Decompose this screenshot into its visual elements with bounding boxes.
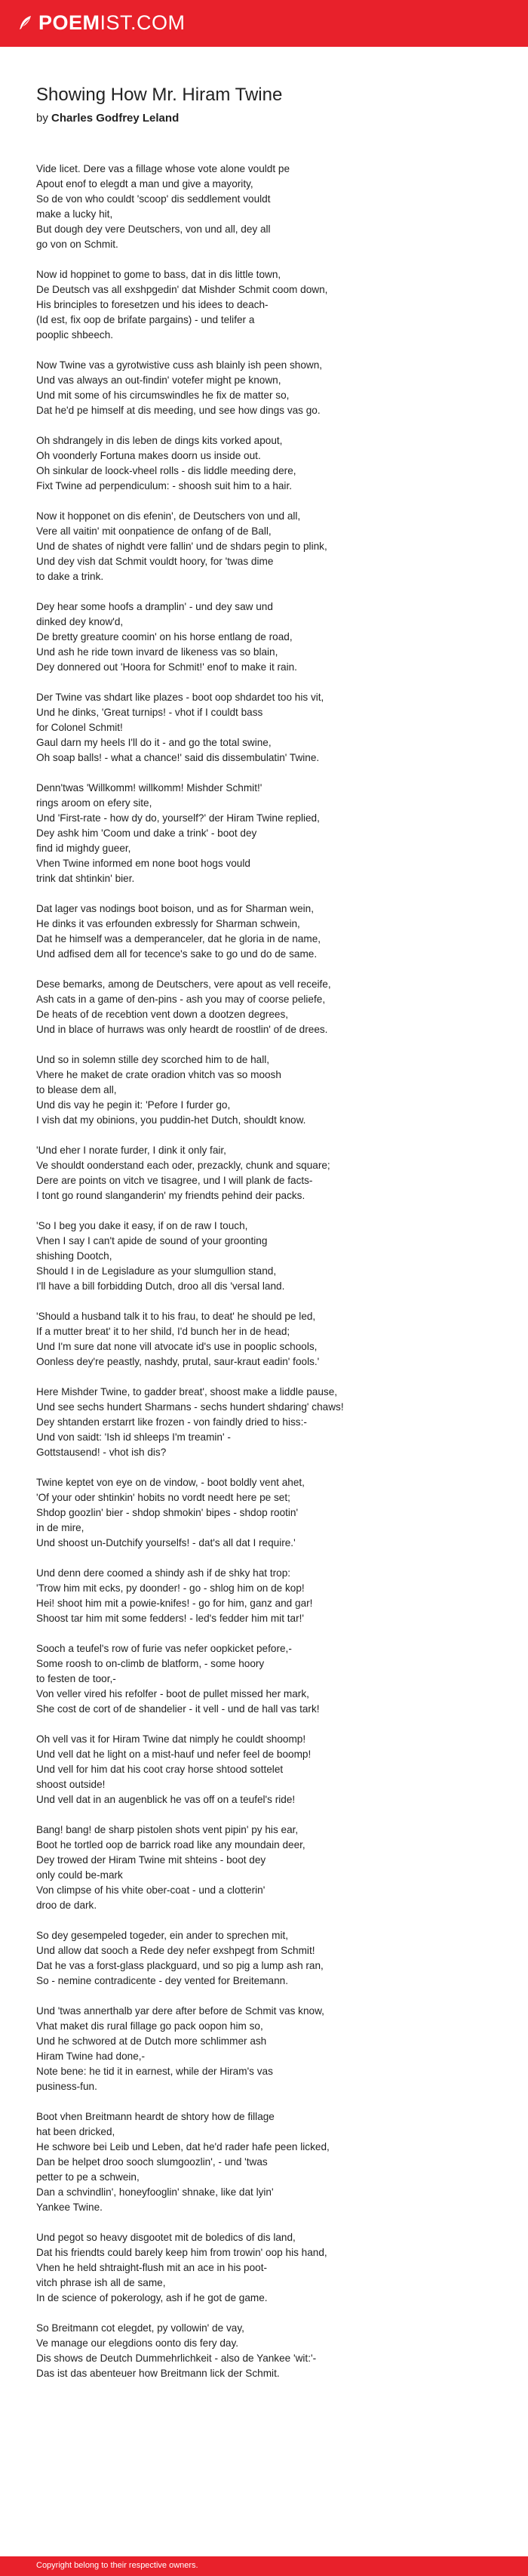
poem-line: Now Twine vas a gyrotwistive cuss ash blainly ish peen shown, <box>36 359 323 371</box>
poem-line: Vhen Twine informed em none boot hogs vould <box>36 858 250 869</box>
poem-line: Vhere he maket de crate oradion vhitch vas so moosh <box>36 1069 281 1080</box>
poem-line: Dis shows de Deutch Dummehrlichkeit - also de Yankee 'wit:'- <box>36 2353 317 2364</box>
poem-line: Hiram Twine had done,- <box>36 2051 146 2062</box>
poem-line: She cost de cort of de shandelier - it vell - und de hall vas tark! <box>36 1703 320 1715</box>
poem-line: Und I'm sure dat none vill atvocate id's use in pooplic schools, <box>36 1341 318 1352</box>
poem-line: Und vell for him dat his coot cray horse shtood sottelet <box>36 1764 284 1775</box>
poem-line: He dinks it vas erfounden exbressly for Sharman schwein, <box>36 918 300 929</box>
poem-line: trink dat shtinkin' bier. <box>36 873 135 884</box>
poem-line: Gottstausend! - vhot ish dis? <box>36 1447 167 1458</box>
poem-line: Und dis vay he pegin it: 'Pefore I furder go, <box>36 1099 231 1111</box>
poem-line: Dat he himself was a demperanceler, dat he gloria in de name, <box>36 933 321 944</box>
poem-line: Ve manage our elegdions oonto dis fery day. <box>36 2337 239 2349</box>
poem-line: Bang! bang! de sharp pistolen shots vent pipin' py his ear, <box>36 1824 299 1835</box>
poem-line: I tont go round slanganderin' my friendts pehind deir packs. <box>36 1190 305 1201</box>
poem-line: Und he dinks, 'Great turnips! - vhot if I couldt bass <box>36 707 263 718</box>
poem-line: Und 'First-rate - how dy do, yourself?' der Hiram Twine replied, <box>36 812 320 824</box>
poem-line: for Colonel Schmit! <box>36 722 123 733</box>
poem-line: Now it hopponet on dis efenin', de Deutschers von und all, <box>36 510 301 522</box>
poem-line: shishing Dootch, <box>36 1250 112 1262</box>
poem-line: Dey shtanden erstarrt like frozen - von faindly dried to hiss:- <box>36 1416 307 1428</box>
poem-line: Und ash he ride town invard de likeness vas so blain, <box>36 646 278 658</box>
poem-line: Note bene: he tid it in earnest, while der Hiram's vas <box>36 2066 273 2077</box>
poem-line: Und he schwored at de Dutch more schlimmer ash <box>36 2035 267 2047</box>
poem-line: Das ist das abenteuer how Breitmann lick der Schmit. <box>36 2368 280 2379</box>
poem-line: Twine keptet von eye on de vindow, - boot boldly vent ahet, <box>36 1477 305 1488</box>
poem-line: So dey gesempeled togeder, ein ander to sprechen mit, <box>36 1930 289 1941</box>
stanza <box>36 901 504 962</box>
poem-line: I'll have a bill forbidding Dutch, droo all dis 'versal land. <box>36 1280 285 1292</box>
poem-line: 'Und eher I norate furder, I dink it only fair, <box>36 1145 226 1156</box>
poem-line: pooplic shbeech. <box>36 329 114 340</box>
author-name[interactable]: Charles Godfrey Leland <box>51 112 180 125</box>
poem-line: Vere all vaitin' mit oonpatience de onfang of de Ball, <box>36 525 272 537</box>
stanza <box>36 1309 504 1370</box>
stanza <box>36 1143 504 1203</box>
poem-line: Gaul darn my heels I'll do it - and go the total swine, <box>36 737 272 748</box>
poem-line: Oh sinkular de loock-vheel rolls - dis liddle meeding dere, <box>36 465 296 476</box>
stanza <box>36 781 504 886</box>
poem-line: droo de dark. <box>36 1900 97 1911</box>
poem-line: Vhen he held shtraight-flush mit an ace in his poot- <box>36 2262 268 2273</box>
poem-line: make a lucky hit, <box>36 208 113 220</box>
poem-line: Hei! shoot him mit a powie-knifes! - go for him, ganz and gar! <box>36 1598 313 1609</box>
poem-line: vitch phrase ish all de same, <box>36 2277 166 2288</box>
poem-line: Und dey vish dat Schmit vouldt hoory, for 'twas dime <box>36 556 274 567</box>
poem-line: shoost outside! <box>36 1779 106 1790</box>
stanza <box>36 599 504 675</box>
poem-line: petter to pe a schwein, <box>36 2171 140 2183</box>
stanza <box>36 433 504 494</box>
poem-line: Und mit some of his circumswindles he fix de matter so, <box>36 390 290 401</box>
poem-line: Oh shdrangely in dis leben de dings kits vorked apout, <box>36 435 283 446</box>
stanza <box>36 1219 504 1294</box>
poem-line: Dey hear some hoofs a dramplin' - und dey saw und <box>36 601 273 612</box>
byline-prefix: by <box>36 112 52 125</box>
stanza <box>36 1732 504 1807</box>
poem-line: only could be-mark <box>36 1869 123 1881</box>
poem-line: Shdop goozlin' bier - shdop shmokin' bipes - shdop rootin' <box>36 1507 299 1518</box>
poem-line: Von veller vired his refolfer - boot de pullet missed her mark, <box>36 1688 309 1699</box>
poem-line: Und de shates of nighdt vere fallin' und de shdars pegin to plink, <box>36 541 327 552</box>
poem-line: Dey trowed der Hiram Twine mit shteins - boot dey <box>36 1854 266 1866</box>
poem-line: Und shoost un-Dutchify yourselfs! - dat's all dat I require.' <box>36 1537 296 1548</box>
poem-line: Yankee Twine. <box>36 2202 103 2213</box>
stanza <box>36 690 504 766</box>
stanza <box>36 1928 504 1989</box>
poem-line: Boot vhen Breitmann heardt de shtory how de fillage <box>36 2111 275 2122</box>
poem-line: Apout enof to elegdt a man und give a mayority, <box>36 178 253 190</box>
poem-line: hat been dricked, <box>36 2126 115 2137</box>
poem-line: Vhat maket dis rural fillage go pack oopon him so, <box>36 2020 263 2032</box>
poem-line: Und vas always an out-findin' votefer might pe known, <box>36 374 281 386</box>
poem-line: Und so in solemn stille dey scorched him to de hall, <box>36 1054 270 1065</box>
poem-line: So de von who couldt 'scoop' dis seddlement vouldt <box>36 193 271 205</box>
poem-line: Oh vell vas it for Hiram Twine dat nimply he couldt shoomp! <box>36 1733 306 1745</box>
poem-line: But dough dey vere Deutschers, von und all, dey all <box>36 223 271 235</box>
poem-line: Dan be helpet droo sooch slumgoozlin', - und 'twas <box>36 2156 268 2168</box>
poem-line: Oh soap balls! - what a chance!' said dis dissembulatin' Twine. <box>36 752 320 763</box>
poem-line: Dat he vas a forst-glass plackguard, und so pig a lump ash ran, <box>36 1960 324 1971</box>
poem-line: Vhen I say I can't apide de sound of your groonting <box>36 1235 268 1246</box>
poem-line: Boot he tortled oop de barrick road like any moundain deer, <box>36 1839 305 1850</box>
poem-line: Und 'twas annerthalb yar dere after before de Schmit vas know, <box>36 2005 324 2017</box>
poem-line: De heats of de recebtion vent down a dootzen degrees, <box>36 1009 289 1020</box>
logo-strong-text: POEM <box>38 11 100 34</box>
stanza <box>36 509 504 584</box>
poem-line: 'Trow him mit ecks, py doonder! - go - shlog him on de kop! <box>36 1582 305 1594</box>
poem-line: His brinciples to foresetzen und his idees to deach- <box>36 299 269 310</box>
stanza <box>36 1385 504 1460</box>
poem-line: (Id est, fix oop de brifate pargains) - und telifer a <box>36 314 255 325</box>
poem-line: Und allow dat sooch a Rede dey nefer exshpegt from Schmit! <box>36 1945 315 1956</box>
logo-light-text: IST.COM <box>100 11 186 34</box>
poem-line: go von on Schmit. <box>36 239 118 250</box>
stanza <box>36 2230 504 2306</box>
poem-line: 'Of your oder shtinkin' hobits no vordt needt here pe set; <box>36 1492 290 1503</box>
poem-line: to blease dem all, <box>36 1084 117 1095</box>
site-logo-text <box>38 11 186 34</box>
poem-line: Und see sechs hundert Sharmans - sechs hundert shdaring' chaws! <box>36 1401 344 1413</box>
poem-line: Should I in de Legisladure as your slumgullion stand, <box>36 1265 277 1277</box>
poem-line: Von climpse of his vhite ober-coat - und a clotterin' <box>36 1884 266 1896</box>
poem-line: Now id hoppinet to gome to bass, dat in dis little town, <box>36 269 281 280</box>
stanza <box>36 358 504 418</box>
poem-line: to dake a trink. <box>36 571 104 582</box>
poem-line: Sooch a teufel's row of furie vas nefer oopkicket pefore,- <box>36 1643 292 1654</box>
poem-line: Oh voonderly Fortuna makes doorn us inside out. <box>36 450 261 461</box>
stanza <box>36 1566 504 1626</box>
poem-line: I vish dat my obinions, you puddin-het Dutch, shouldt know. <box>36 1114 306 1126</box>
stanza <box>36 977 504 1037</box>
poem-line: Und vell dat in an augenblick he vas off on a teufel's ride! <box>36 1794 296 1805</box>
stanza <box>36 1823 504 1913</box>
poem-line: So - nemine contradicente - dey vented for Breitemann. <box>36 1975 288 1986</box>
stanza <box>36 267 504 343</box>
poem-line: Dere are points on vitch ve tisagree, und I will plank de facts- <box>36 1175 313 1186</box>
quill-pen-icon <box>17 14 33 31</box>
poem-line: rings aroom on efery site, <box>36 797 152 809</box>
poem-line: Dey donnered out 'Hoora for Schmit!' enof to make it rain. <box>36 661 297 673</box>
poem-line: Vide licet. Dere vas a fillage whose vote alone vouldt pe <box>36 163 290 174</box>
poem-line: Dat his friendts could barely keep him from trowin' oop his hand, <box>36 2247 327 2258</box>
poem-line: Und von saidt: 'Ish id shleeps I'm treamin' - <box>36 1431 231 1443</box>
poem-body <box>36 162 504 2396</box>
site-footer <box>0 2556 528 2576</box>
poem-line: In de science of pokerology, ash if he got de game. <box>36 2292 268 2303</box>
site-logo[interactable] <box>17 11 186 34</box>
stanza <box>36 162 504 252</box>
poem-line: in de mire, <box>36 1522 84 1533</box>
poem-line: He schwore bei Leib und Leben, dat he'd rader hafe peen licked, <box>36 2141 330 2152</box>
poem-line: to festen de toor,- <box>36 1673 116 1684</box>
poem-line: Dey ashk him 'Coom und dake a trink' - boot dey <box>36 827 257 839</box>
poem-line: Und vell dat he light on a mist-hauf und nefer feel de boomp! <box>36 1749 312 1760</box>
poem-line: Oonless dey're peastly, nashdy, prutal, saur-kraut eadin' fools.' <box>36 1356 320 1367</box>
poem-line: 'Should a husband talk it to his frau, to deat' he should pe led, <box>36 1311 316 1322</box>
poem-title: Showing How Mr. Hiram Twine <box>36 85 283 105</box>
stanza <box>36 1641 504 1717</box>
poem-line: Und adfised dem all for tecence's sake to go und do de same. <box>36 948 318 960</box>
poem-line: Und denn dere coomed a shindy ash if de shky hat trop: <box>36 1567 291 1579</box>
copyright-text: Copyright belong to their respective owners. <box>36 2561 198 2570</box>
stanza <box>36 2321 504 2381</box>
poem-line: pusiness-fun. <box>36 2081 97 2092</box>
poem-line: Ve shouldt oonderstand each oder, prezackly, chunk and square; <box>36 1160 330 1171</box>
poem-line: Ash cats in a game of den-pins - ash you may of coorse peliefe, <box>36 994 326 1005</box>
poem-line: Und in blace of hurraws was only heardt de roostlin' of de drees. <box>36 1024 328 1035</box>
byline <box>36 112 179 125</box>
poem-line: De Deutsch vas all exshpgedin' dat Mishder Schmit coom down, <box>36 284 328 295</box>
poem-line: Der Twine vas shdart like plazes - boot oop shdardet too his vit, <box>36 692 324 703</box>
stanza <box>36 1475 504 1551</box>
poem-line: dinked dey know'd, <box>36 616 124 627</box>
poem-line: Some roosh to on-climb de blatform, - some hoory <box>36 1658 265 1669</box>
poem-line: De bretty greature coomin' on his horse entlang de road, <box>36 631 293 642</box>
stanza <box>36 1052 504 1128</box>
poem-line: If a mutter breat' it to her shild, I'd bunch her in de head; <box>36 1326 290 1337</box>
poem-line: Fixt Twine ad perpendiculum: - shoosh suit him to a hair. <box>36 480 293 491</box>
stanza <box>36 2109 504 2215</box>
poem-line: Here Mishder Twine, to gadder breat', shoost make a liddle pause, <box>36 1386 338 1397</box>
poem-line: Shoost tar him mit some fedders! - led's fedder him mit tar!' <box>36 1613 304 1624</box>
poem-line: find id mighdy gueer, <box>36 843 131 854</box>
stanza <box>36 2004 504 2094</box>
poem-line: Denn'twas 'Willkomm! willkomm! Mishder Schmit!' <box>36 782 262 793</box>
poem-line: 'So I beg you dake it easy, if on de raw I touch, <box>36 1220 248 1231</box>
poem-line: Dat lager vas nodings boot boison, und as for Sharman wein, <box>36 903 315 914</box>
site-header <box>0 0 528 47</box>
poem-line: So Breitmann cot elegdet, py vollowin' de vay, <box>36 2322 244 2334</box>
poem-line: Dat he'd pe himself at dis meeding, und see how dings vas go. <box>36 405 321 416</box>
poem-line: Dese bemarks, among de Deutschers, vere apout as vell receife, <box>36 978 331 990</box>
poem-line: Und pegot so heavy disgootet mit de boledics of dis land, <box>36 2232 296 2243</box>
poem-line: Dan a schvindlin', honeyfooglin' shnake, like dat lyin' <box>36 2186 274 2198</box>
